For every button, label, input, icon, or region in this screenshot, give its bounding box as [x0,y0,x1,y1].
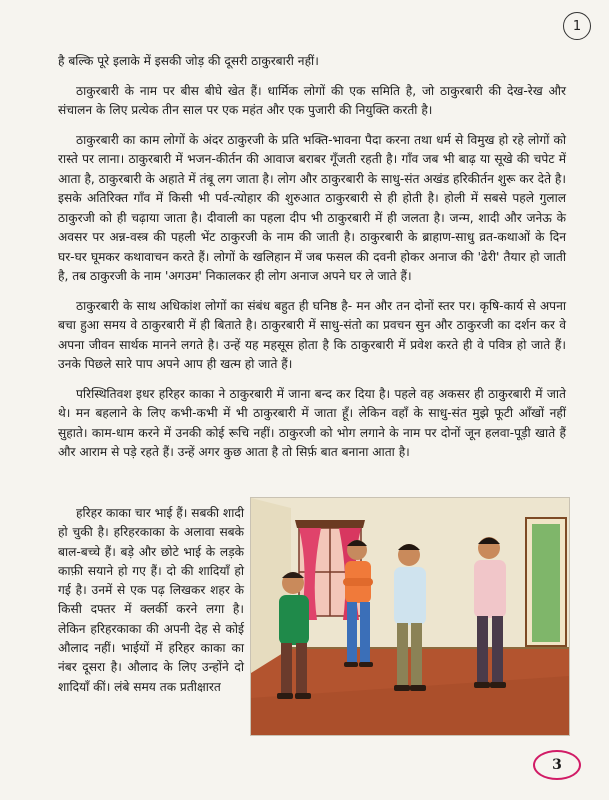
main-text [58,52,566,473]
paragraph: ठाकुरबारी के नाम पर बीस बीघे खेत हैं। धार्मिक लोगों की एक समिति है, जो ठाकुरबारी की देख-रेख और संचालन के लिए प्रत्येक तीन साल पर एक महंत और एक पुजारी की नियुक्ति करती है। [58,83,566,117]
side-text [58,504,244,697]
side-paragraph: हरिहर काका चार भाई हैं। सबकी शादी हो चुकी है। हरिहरकाका के अलावा सबके बाल-बच्चे हैं। बड़े और छोटे भाई के लड़के काफ़ी सयाने हो गए हैं। दो की शादियाँ हो गई है। उनमें से एक पढ़ लिखकर शहर के किसी दफ्तर में क्लर्की करने लगा है। लेकिन हरिहरकाका की अपनी देह से कोई औलाद नहीं। भाईयों में हरिहर काका का नंबर दूसरा है। औलाद के लिए उन्होंने दो शादियाँ कीं। लंबे समय तक प्रतीक्षारत [58,506,244,694]
corner-mark: 1 [563,12,591,40]
illustration-art [251,498,569,735]
story-illustration [250,497,570,736]
paragraph: परिस्थितिवश इधर हरिहर काका ने ठाकुरबारी में जाना बन्द कर दिया है। पहले वह अकसर ही ठाकुरबारी में जाते थे। मन बहलाने के लिए कभी-कभी में भी ठाकुरबारी में जाता हूँ। लेकिन वहाँ के साधु-संत मुझे फूटी आँखों नहीं सुहाते। काम-धाम करने में उनकी कोई रूचि नहीं। ठाकुरजी को भोग लगाने के नाम पर दोनों जून हलवा-पूड़ी खाते हैं और आराम से पड़े रहते हैं। उन्हें अगर कुछ आता है तो सिर्फ़ बात बनाना आता है। [58,386,566,459]
paragraph: है बल्कि पूरे इलाके में इसकी जोड़ की दूसरी ठाकुरबारी नहीं। [58,54,319,68]
page-number: 3 [533,750,581,780]
paragraph: ठाकुरबारी के साथ अधिकांश लोगों का संबंध बहुत ही घनिष्ठ है- मन और तन दोनों स्तर पर। कृषि-कार्य से अपना बचा हुआ समय वे ठाकुरबारी में ही बिताते है। ठाकुरबारी में साधु-संतो का प्रवचन सुन और ठाकुरजी का दर्शन कर वे अपना जीवन सार्थक मानने लगते है। उन्हें यह महसूस होता है कि ठाकुरबारी में प्रवेश करते ही वे पवित्र हो जाते हैं। उनके पिछले सारे पाप अपने आप ही खत्म हो जाते हैं। [58,298,566,371]
paragraph: ठाकुरबारी का काम लोगों के अंदर ठाकुरजी के प्रति भक्ति-भावना पैदा करना तथा धर्म से विमुख हो रहे लोगों को रास्ते पर लाना। ठाकुरबारी में भजन-कीर्तन की आवाज बराबर गूँजती रहती है। गाँव जब भी बाढ़ या सूखे की चपेट में आता है, ठाकुरबारी के अहाते में तंबू लग जाता है। लोग और ठाकुरबारी के साधु-संत अखंड हरिकीर्तन शुरू कर देते है। इसके अतिरिक्त गाँव में किसी भी पर्व-त्योहार की शुरुआत ठाकुरबारी से ही होती है। होली में सबसे पहले गुलाल ठाकुरजी को ही चढ़ाया जाता है। दीवाली का पहला दीप भी ठाकुरबारी में ही जलता है। जन्म, शादी और जनेऊ के अवसर पर अन्न-वस्त्र की पहली भेंट ठाकुरजी के नाम की जाती है। ठाकुरबारी के ब्राहाण-साधु व्रत-कथाओं के दिन घर-घर घूमकर कथावाचन करते हैं। लोगों के खलिहान में जब फसल की दवनी होकर अनाज की 'ढेरी' तैयार हो जाती है, तब ठाकुरजी के नाम 'अगउम' निकालकर ही लोग अनाज अपने घर ले जाते हैं। [58,132,566,283]
